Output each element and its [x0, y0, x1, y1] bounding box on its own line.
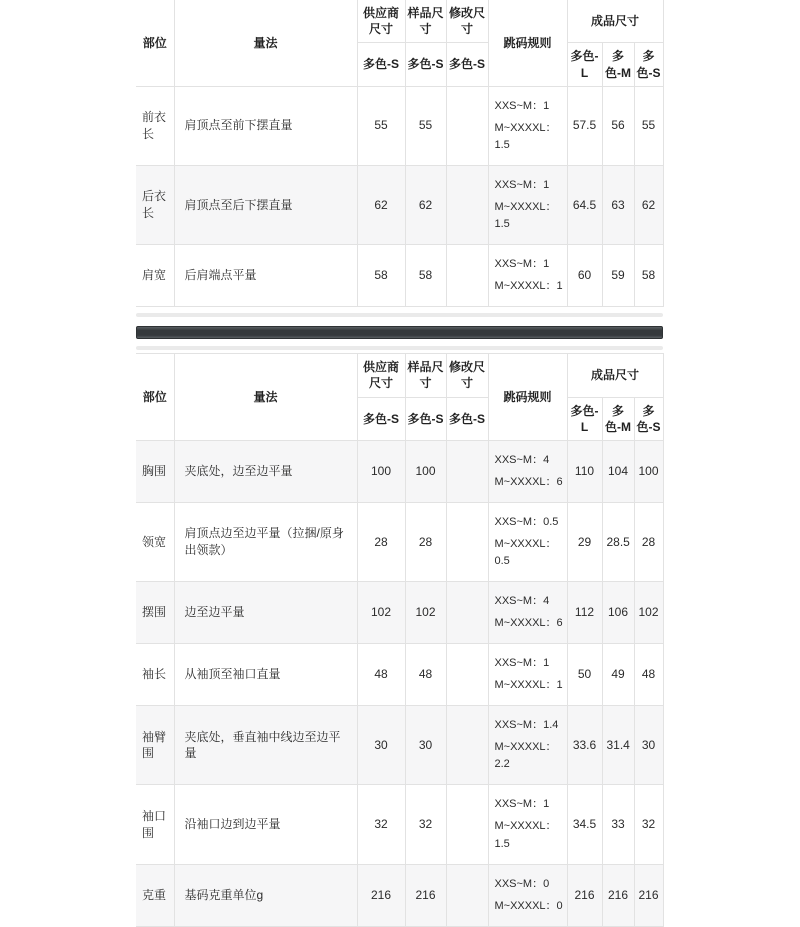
- cell-part: 肩宽: [136, 245, 174, 307]
- cell-finished-s: 48: [634, 644, 663, 706]
- cell-modify-size: [446, 502, 488, 581]
- cell-finished-s: 58: [634, 245, 663, 307]
- cell-grading-rule: [488, 440, 567, 502]
- cell-finished-l: 60: [567, 245, 602, 307]
- col-header-method: 量法: [174, 0, 357, 86]
- grading-rule-line: M~XXXXL：2.2: [494, 741, 557, 771]
- table-scroll-track-top: [136, 313, 663, 317]
- col-header-part: 部位: [136, 354, 174, 441]
- size-chart-sheet: [136, 0, 663, 927]
- grading-rule-line: XXS~M：0.5: [494, 515, 559, 528]
- cell-modify-size: [446, 165, 488, 244]
- cell-modify-size: [446, 864, 488, 926]
- cell-finished-s: 62: [634, 165, 663, 244]
- col-header-finished-size: 成品尺寸: [567, 354, 663, 397]
- section-divider: [136, 313, 663, 350]
- grading-rule-line: M~XXXXL：6: [494, 475, 563, 488]
- table-scroll-track-bottom: [136, 346, 663, 350]
- cell-supplier-size: 28: [357, 502, 405, 581]
- col-header-method: 量法: [174, 354, 357, 441]
- cell-method: 肩顶点边至边平量（拉捆/原身出领款）: [174, 502, 357, 581]
- cell-supplier-size: 100: [357, 440, 405, 502]
- cell-method: 夹底处，垂直袖中线边至边平量: [174, 706, 357, 785]
- grading-rule-line: XXS~M：1: [494, 258, 550, 271]
- cell-modify-size: [446, 706, 488, 785]
- cell-method: 夹底处，边至边平量: [174, 440, 357, 502]
- cell-finished-m: 28.5: [602, 502, 634, 581]
- subcol-finished-color-s: 多色-S: [634, 397, 663, 440]
- cell-finished-m: 56: [602, 86, 634, 165]
- table-row: [136, 644, 663, 706]
- grading-rule-line: M~XXXXL：1: [494, 280, 563, 293]
- cell-grading-rule: [488, 582, 567, 644]
- subcol-finished-color-m: 多色-M: [602, 43, 634, 86]
- horizontal-scrollbar-thumb[interactable]: [136, 326, 663, 339]
- cell-finished-l: 50: [567, 644, 602, 706]
- cell-finished-l: 112: [567, 582, 602, 644]
- cell-finished-l: 57.5: [567, 86, 602, 165]
- subcol-modify-color-s: 多色-S: [446, 43, 488, 86]
- table-row: [136, 440, 663, 502]
- cell-method: 肩顶点至后下摆直量: [174, 165, 357, 244]
- grading-rule-line: XXS~M：4: [494, 453, 550, 466]
- table-header: [136, 354, 663, 441]
- cell-method: 从袖顶至袖口直量: [174, 644, 357, 706]
- table-row: [136, 165, 663, 244]
- cell-sample-size: 102: [405, 582, 446, 644]
- cell-grading-rule: [488, 644, 567, 706]
- cell-sample-size: 216: [405, 864, 446, 926]
- grading-rule-line: M~XXXXL：0.5: [494, 538, 557, 568]
- col-header-supplier-size: 供应商尺寸: [357, 354, 405, 397]
- cell-supplier-size: 32: [357, 785, 405, 864]
- col-header-grading-rule: 跳码规则: [488, 0, 567, 86]
- cell-sample-size: 62: [405, 165, 446, 244]
- cell-supplier-size: 102: [357, 582, 405, 644]
- cell-part: 领宽: [136, 502, 174, 581]
- cell-grading-rule: [488, 165, 567, 244]
- cell-method: 沿袖口边到边平量: [174, 785, 357, 864]
- table-row: [136, 245, 663, 307]
- cell-finished-m: 104: [602, 440, 634, 502]
- table-row: [136, 785, 663, 864]
- cell-grading-rule: [488, 86, 567, 165]
- subcol-finished-color-m: 多色-M: [602, 397, 634, 440]
- cell-modify-size: [446, 245, 488, 307]
- table-row: [136, 864, 663, 926]
- cell-finished-s: 216: [634, 864, 663, 926]
- cell-finished-l: 33.6: [567, 706, 602, 785]
- cell-sample-size: 28: [405, 502, 446, 581]
- grading-rule-line: XXS~M：1: [494, 657, 550, 670]
- cell-supplier-size: 58: [357, 245, 405, 307]
- grading-rule-line: M~XXXXL：1.5: [494, 121, 557, 151]
- cell-finished-l: 34.5: [567, 785, 602, 864]
- grading-rule-line: XXS~M：4: [494, 595, 550, 608]
- cell-modify-size: [446, 785, 488, 864]
- cell-modify-size: [446, 582, 488, 644]
- subcol-finished-color-l: 多色-L: [567, 43, 602, 86]
- subcol-finished-color-s: 多色-S: [634, 43, 663, 86]
- grading-rule-line: M~XXXXL：6: [494, 617, 563, 630]
- cell-supplier-size: 48: [357, 644, 405, 706]
- cell-finished-s: 55: [634, 86, 663, 165]
- cell-sample-size: 30: [405, 706, 446, 785]
- cell-finished-l: 64.5: [567, 165, 602, 244]
- cell-finished-s: 100: [634, 440, 663, 502]
- grading-rule-line: XXS~M：0: [494, 877, 550, 890]
- cell-supplier-size: 216: [357, 864, 405, 926]
- col-header-sample-size: 样品尺寸: [405, 0, 446, 43]
- cell-part: 袖长: [136, 644, 174, 706]
- col-header-part: 部位: [136, 0, 174, 86]
- cell-finished-m: 63: [602, 165, 634, 244]
- cell-method: 肩顶点至前下摆直量: [174, 86, 357, 165]
- cell-finished-s: 32: [634, 785, 663, 864]
- cell-finished-l: 216: [567, 864, 602, 926]
- cell-grading-rule: [488, 706, 567, 785]
- table-row: [136, 502, 663, 581]
- col-header-modify-size: 修改尺寸: [446, 0, 488, 43]
- cell-part: 胸围: [136, 440, 174, 502]
- col-header-grading-rule: 跳码规则: [488, 354, 567, 441]
- cell-sample-size: 58: [405, 245, 446, 307]
- cell-method: 边至边平量: [174, 582, 357, 644]
- grading-rule-line: XXS~M：1: [494, 99, 550, 112]
- cell-part: 克重: [136, 864, 174, 926]
- cell-part: 袖臂围: [136, 706, 174, 785]
- col-header-supplier-size: 供应商尺寸: [357, 0, 405, 43]
- cell-part: 前衣长: [136, 86, 174, 165]
- subcol-sample-color-s: 多色-S: [405, 397, 446, 440]
- grading-rule-line: XXS~M：1: [494, 798, 550, 811]
- size-table-upper: [136, 0, 664, 307]
- cell-finished-m: 106: [602, 582, 634, 644]
- cell-part: 摆围: [136, 582, 174, 644]
- cell-finished-m: 49: [602, 644, 634, 706]
- table-row: [136, 582, 663, 644]
- cell-finished-m: 31.4: [602, 706, 634, 785]
- cell-grading-rule: [488, 502, 567, 581]
- cell-finished-m: 59: [602, 245, 634, 307]
- col-header-sample-size: 样品尺寸: [405, 354, 446, 397]
- col-header-finished-size: 成品尺寸: [567, 0, 663, 43]
- cell-modify-size: [446, 86, 488, 165]
- cell-finished-s: 30: [634, 706, 663, 785]
- cell-supplier-size: 62: [357, 165, 405, 244]
- grading-rule-line: M~XXXXL：1.5: [494, 200, 557, 230]
- cell-sample-size: 100: [405, 440, 446, 502]
- subcol-supplier-color-s: 多色-S: [357, 397, 405, 440]
- subcol-sample-color-s: 多色-S: [405, 43, 446, 86]
- cell-sample-size: 48: [405, 644, 446, 706]
- table-header: [136, 0, 663, 86]
- cell-finished-m: 33: [602, 785, 634, 864]
- subcol-finished-color-l: 多色-L: [567, 397, 602, 440]
- cell-finished-l: 110: [567, 440, 602, 502]
- grading-rule-line: M~XXXXL：0: [494, 899, 563, 912]
- grading-rule-line: XXS~M：1.4: [494, 719, 559, 732]
- cell-finished-l: 29: [567, 502, 602, 581]
- cell-finished-m: 216: [602, 864, 634, 926]
- cell-method: 基码克重单位g: [174, 864, 357, 926]
- cell-modify-size: [446, 440, 488, 502]
- cell-supplier-size: 55: [357, 86, 405, 165]
- cell-method: 后肩端点平量: [174, 245, 357, 307]
- cell-part: 后衣长: [136, 165, 174, 244]
- cell-part: 袖口围: [136, 785, 174, 864]
- subcol-supplier-color-s: 多色-S: [357, 43, 405, 86]
- cell-modify-size: [446, 644, 488, 706]
- grading-rule-line: M~XXXXL：1.5: [494, 820, 557, 850]
- grading-rule-line: M~XXXXL：1: [494, 679, 563, 692]
- grading-rule-line: XXS~M：1: [494, 178, 550, 191]
- table-row: [136, 706, 663, 785]
- cell-grading-rule: [488, 864, 567, 926]
- cell-finished-s: 102: [634, 582, 663, 644]
- size-table-lower: [136, 353, 664, 927]
- table-row: [136, 86, 663, 165]
- cell-sample-size: 55: [405, 86, 446, 165]
- cell-supplier-size: 30: [357, 706, 405, 785]
- cell-finished-s: 28: [634, 502, 663, 581]
- cell-grading-rule: [488, 785, 567, 864]
- cell-sample-size: 32: [405, 785, 446, 864]
- col-header-modify-size: 修改尺寸: [446, 354, 488, 397]
- subcol-modify-color-s: 多色-S: [446, 397, 488, 440]
- cell-grading-rule: [488, 245, 567, 307]
